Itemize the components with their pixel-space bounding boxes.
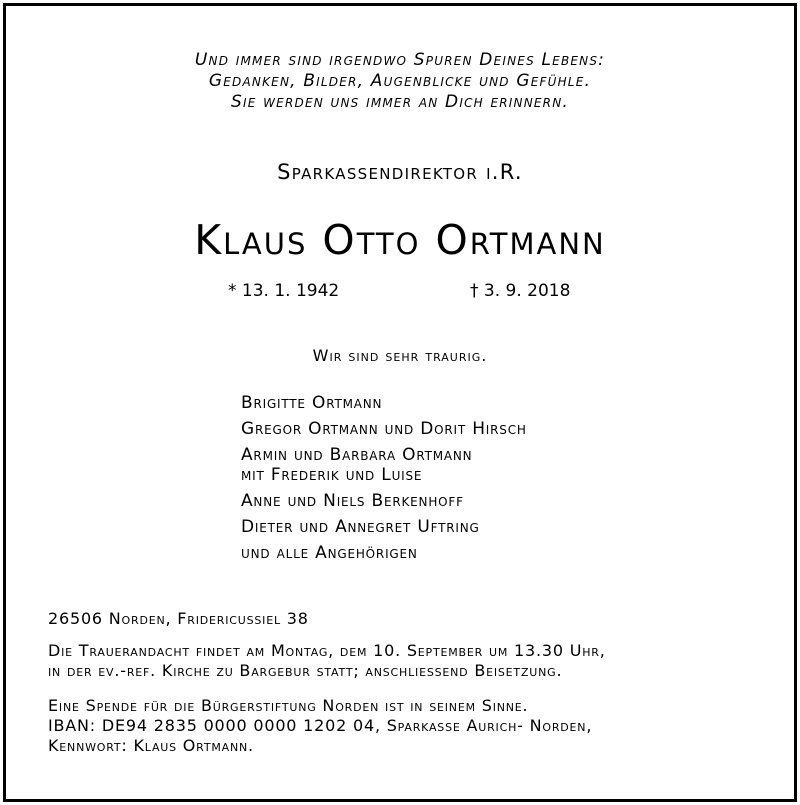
mourner-item: und alle Angehörigen bbox=[241, 543, 418, 563]
mourners-list bbox=[241, 393, 527, 569]
mourner-item: mit Frederik und Luise bbox=[241, 465, 423, 485]
quote-line-3: Sie werden uns immer an Dich erinnern. bbox=[231, 92, 569, 112]
mourner-item: Brigitte Ortmann bbox=[241, 393, 383, 413]
deceased-name: Klaus Otto Ortmann bbox=[194, 216, 606, 264]
service-info-line-1: Die Trauerandacht findet am Montag, dem 10. September um 13.30 Uhr, bbox=[48, 641, 606, 660]
quote-line-2: Gedanken, Bilder, Augenblicke und Gefühle. bbox=[208, 71, 592, 91]
service-info-line-2: in der ev.-ref. Kirche zu Bargebur statt; anschliessend Beisetzung. bbox=[48, 661, 563, 680]
mourner-item: Gregor Ortmann und Dorit Hirsch bbox=[241, 419, 527, 439]
grief-statement: Wir sind sehr traurig. bbox=[312, 346, 488, 365]
donation-info-line-1: Eine Spende für die Bürgerstiftung Norden ist in seinem Sinne. bbox=[48, 696, 529, 715]
mourner-item: Dieter und Annegret Uftring bbox=[241, 517, 480, 537]
mourner-item: Armin und Barbara Ortmann bbox=[241, 445, 473, 465]
donation-info-line-2: IBAN: DE94 2835 0000 0000 1202 04, Sparkasse Aurich- Norden, bbox=[48, 716, 593, 735]
family-address: 26506 Norden, Fridericussiel 38 bbox=[48, 609, 309, 628]
donation-info-line-3: Kennwort: Klaus Ortmann. bbox=[48, 736, 254, 755]
death-date: † 3. 9. 2018 bbox=[470, 281, 571, 301]
professional-title: Sparkassendirektor i.R. bbox=[277, 160, 523, 184]
mourner-item: Anne und Niels Berkenhoff bbox=[241, 491, 464, 511]
quote-line-1: Und immer sind irgendwo Spuren Deines Lebens: bbox=[194, 50, 606, 70]
birth-date: * 13. 1. 1942 bbox=[228, 281, 340, 301]
